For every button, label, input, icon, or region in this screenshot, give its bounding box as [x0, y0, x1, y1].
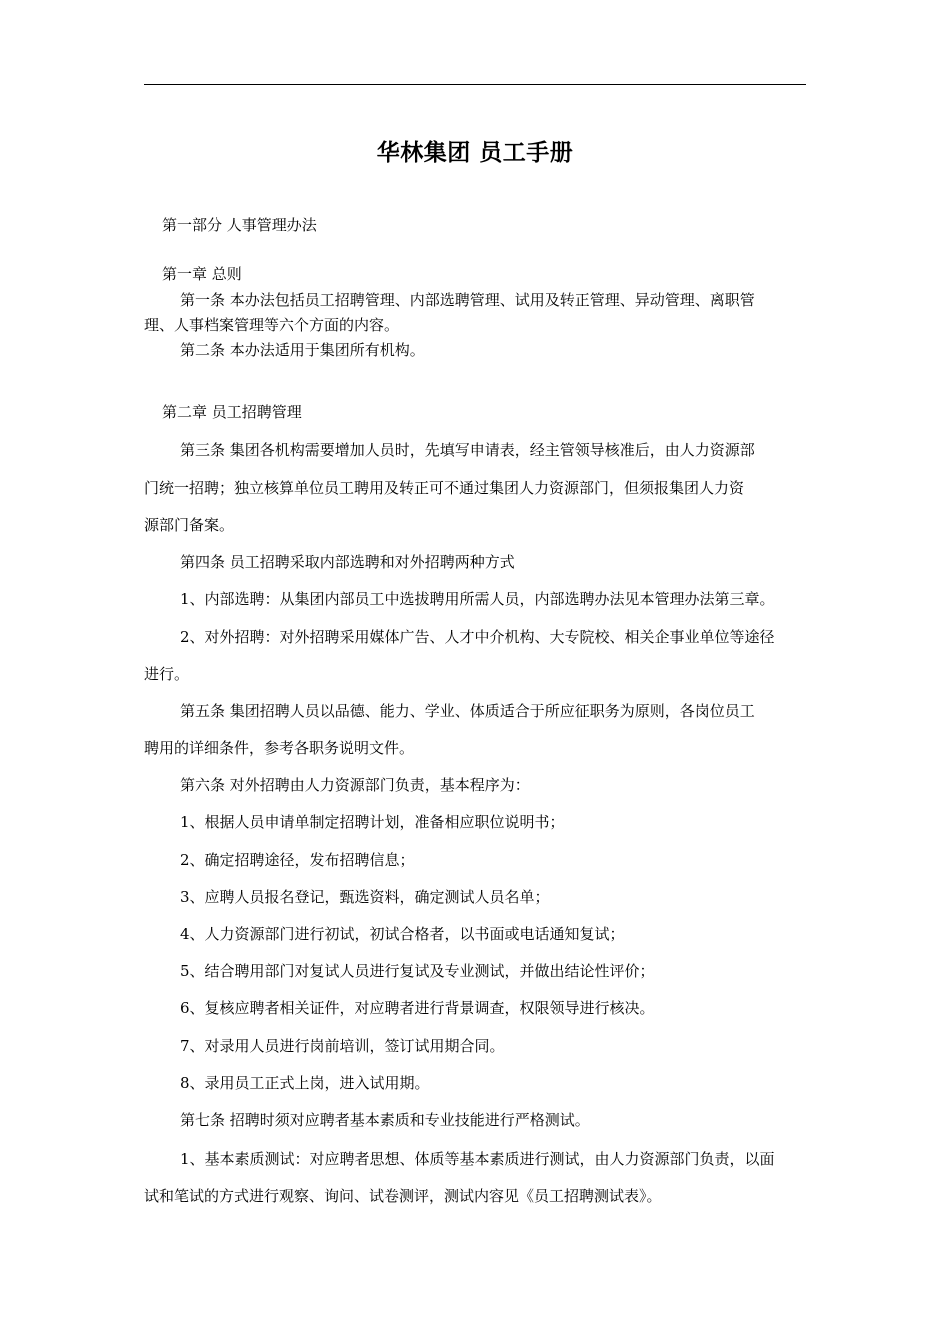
text-line: 试和笔试的方式进行观察、询问、试卷测评，测试内容见《员工招聘测试表》。: [144, 1187, 662, 1205]
text-line: 2、对外招聘：对外招聘采用媒体广告、人才中介机构、大专院校、相关企事业单位等途径: [180, 628, 775, 646]
text-line: 6、复核应聘者相关证件，对应聘者进行背景调查，权限领导进行核决。: [180, 999, 655, 1017]
text-line: 1、根据人员申请单制定招聘计划，准备相应职位说明书；: [180, 813, 565, 831]
text-line: 第三条 集团各机构需要增加人员时，先填写申请表，经主管领导核准后，由人力资源部: [180, 441, 755, 459]
text-line: 第一章 总则: [162, 265, 242, 283]
text-line: 进行。: [144, 665, 190, 683]
text-line: 第二章 员工招聘管理: [162, 403, 302, 421]
text-line: 第一部分 人事管理办法: [162, 216, 317, 234]
text-line: 3、应聘人员报名登记，甄选资料，确定测试人员名单；: [180, 888, 550, 906]
text-line: 5、结合聘用部门对复试人员进行复试及专业测试，并做出结论性评价；: [180, 962, 655, 980]
text-line: 8、录用员工正式上岗，进入试用期。: [180, 1074, 430, 1092]
text-line: 门统一招聘；独立核算单位员工聘用及转正可不通过集团人力资源部门，但须报集团人力资: [144, 479, 745, 497]
header-rule: [144, 84, 806, 85]
text-line: 第一条 本办法包括员工招聘管理、内部选聘管理、试用及转正管理、异动管理、离职管: [180, 291, 755, 309]
text-line: 理、人事档案管理等六个方面的内容。: [144, 316, 400, 334]
text-line: 1、内部选聘：从集团内部员工中选拔聘用所需人员，内部选聘办法见本管理办法第三章。: [180, 590, 775, 608]
page-title: 华林集团 员工手册: [376, 140, 574, 166]
text-line: 聘用的详细条件，参考各职务说明文件。: [144, 739, 415, 757]
text-line: 2、确定招聘途径，发布招聘信息；: [180, 851, 415, 869]
text-line: 1、基本素质测试：对应聘者思想、体质等基本素质进行测试，由人力资源部门负责，以面: [180, 1150, 775, 1168]
text-line: 4、人力资源部门进行初试，初试合格者，以书面或电话通知复试；: [180, 925, 625, 943]
text-line: 第七条 招聘时须对应聘者基本素质和专业技能进行严格测试。: [180, 1111, 590, 1129]
text-line: 7、对录用人员进行岗前培训，签订试用期合同。: [180, 1037, 505, 1055]
text-line: 源部门备案。: [144, 516, 235, 534]
text-line: 第五条 集团招聘人员以品德、能力、学业、体质适合于所应征职务为原则，各岗位员工: [180, 702, 755, 720]
text-line: 第二条 本办法适用于集团所有机构。: [180, 341, 425, 359]
text-line: 第四条 员工招聘采取内部选聘和对外招聘两种方式: [180, 553, 515, 571]
text-line: 第六条 对外招聘由人力资源部门负责，基本程序为：: [180, 776, 530, 794]
